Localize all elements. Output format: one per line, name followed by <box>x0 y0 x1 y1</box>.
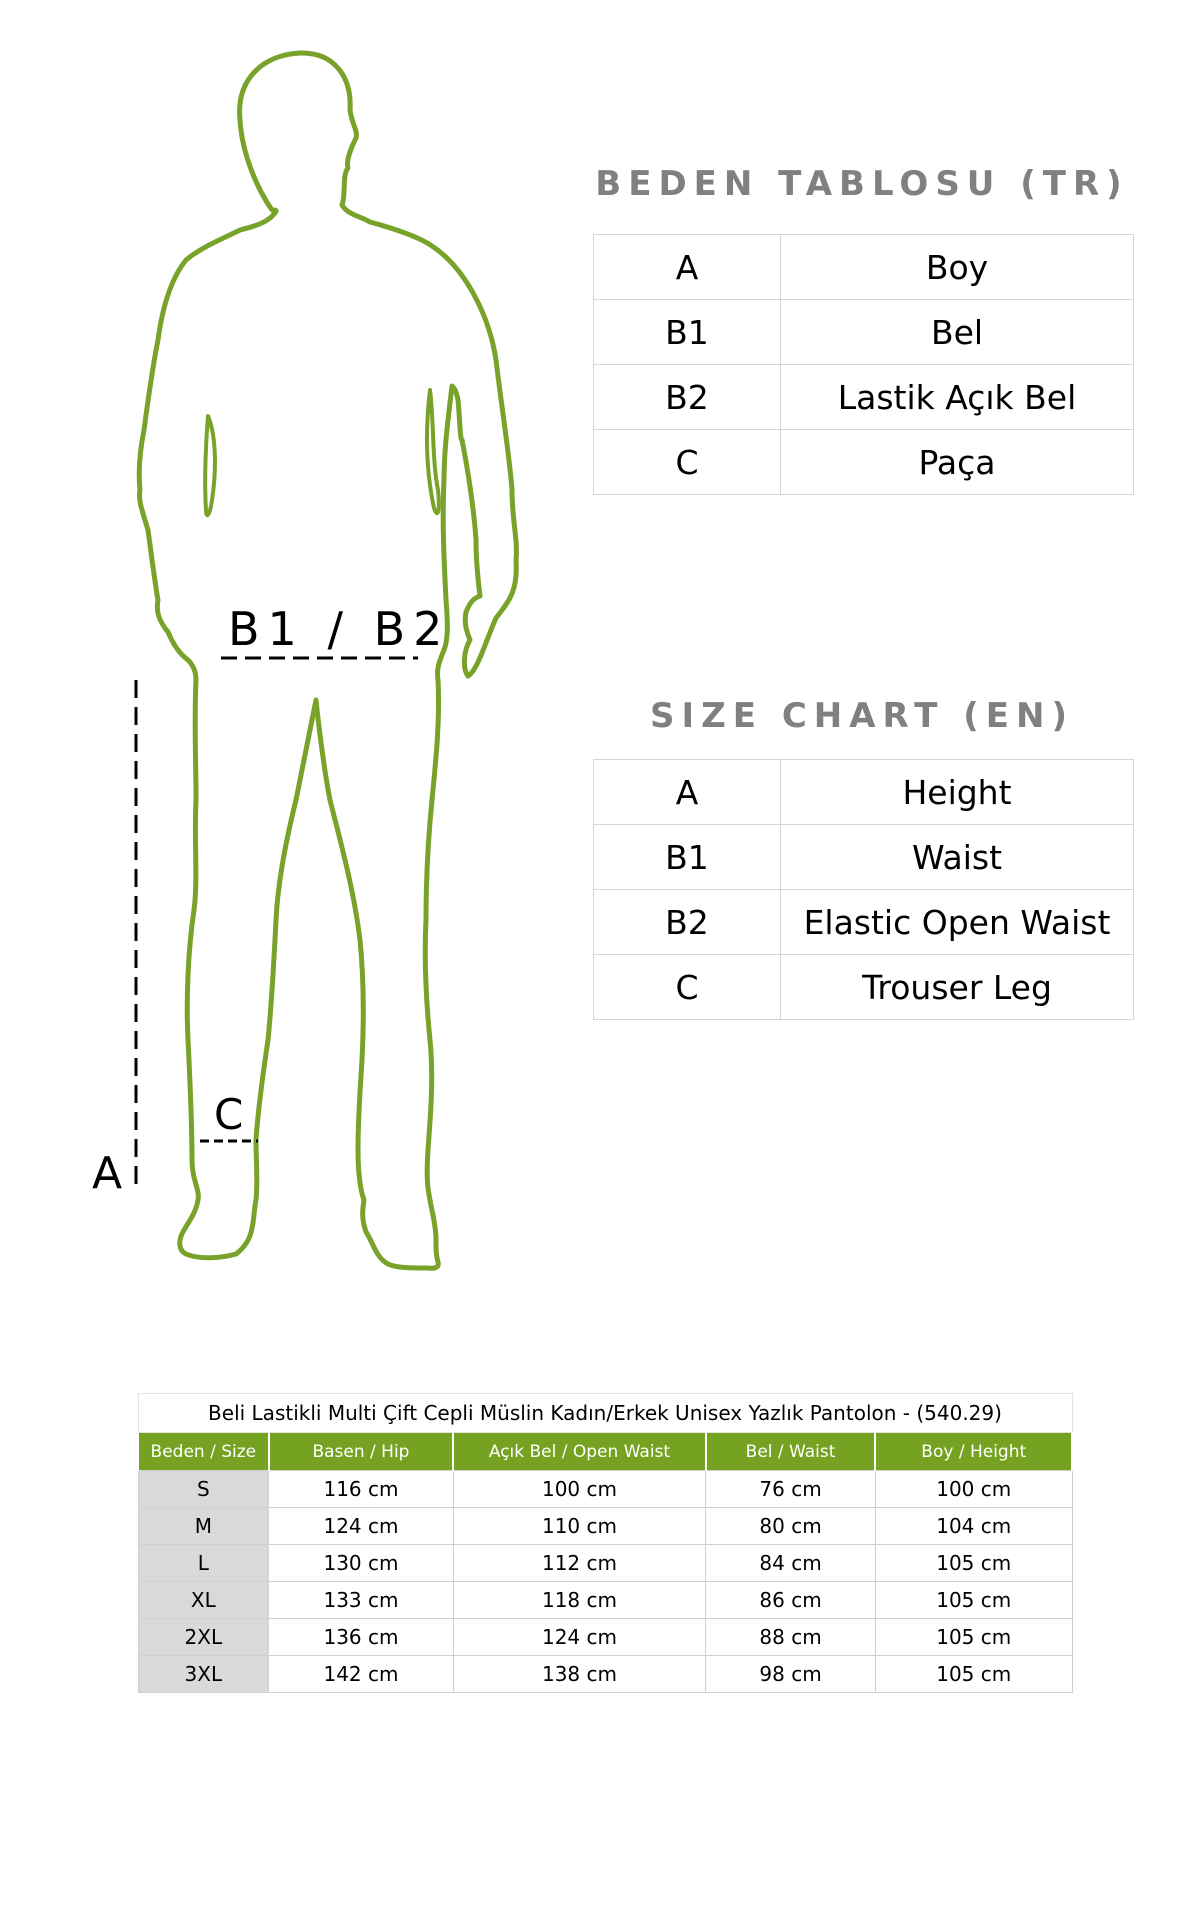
height-cell: 105 cm <box>875 1619 1072 1656</box>
size-table-container <box>137 1393 1073 1693</box>
open-waist-cell: 118 cm <box>453 1582 705 1619</box>
height-cell: 105 cm <box>875 1656 1072 1693</box>
table-row <box>138 1656 1072 1693</box>
legend-row <box>594 890 1134 955</box>
silhouette-outline <box>139 53 516 1268</box>
table-row <box>138 1619 1072 1656</box>
waist-cell: 88 cm <box>706 1619 876 1656</box>
waist-cell: 80 cm <box>706 1508 876 1545</box>
legend-tr-table <box>593 234 1134 495</box>
size-cell: L <box>138 1545 269 1582</box>
cuff-label: C <box>214 1090 244 1139</box>
legend-row <box>594 430 1134 495</box>
legend-code: A <box>594 235 781 300</box>
open-waist-cell: 112 cm <box>453 1545 705 1582</box>
left-inner-arm-line <box>205 416 215 515</box>
waist-cell: 86 cm <box>706 1582 876 1619</box>
legend-code: C <box>594 430 781 495</box>
legend-meaning: Trouser Leg <box>781 955 1134 1020</box>
legend-row <box>594 825 1134 890</box>
table-row <box>138 1545 1072 1582</box>
height-cell: 100 cm <box>875 1471 1072 1508</box>
right-inner-arm-line <box>427 390 439 513</box>
column-header-waist: Bel / Waist <box>706 1433 876 1471</box>
open-waist-cell: 124 cm <box>453 1619 705 1656</box>
hip-cell: 133 cm <box>269 1582 454 1619</box>
hip-cell: 136 cm <box>269 1619 454 1656</box>
legend-row <box>594 235 1134 300</box>
legend-code: B2 <box>594 365 781 430</box>
size-table-caption: Beli Lastikli Multi Çift Cepli Müslin Kadın/Erkek Unisex Yazlık Pantolon - (540.29) <box>138 1394 1072 1433</box>
legend-code: B1 <box>594 300 781 365</box>
legend-tr-title: BEDEN TABLOSU (TR) <box>595 164 1129 204</box>
size-cell: 2XL <box>138 1619 269 1656</box>
legend-row <box>594 365 1134 430</box>
legend-meaning: Bel <box>781 300 1134 365</box>
column-header-height: Boy / Height <box>875 1433 1072 1471</box>
waist-cell: 84 cm <box>706 1545 876 1582</box>
legend-en-title: SIZE CHART (EN) <box>649 696 1074 736</box>
column-header-hip: Basen / Hip <box>269 1433 454 1471</box>
size-table <box>137 1393 1073 1693</box>
size-cell: XL <box>138 1582 269 1619</box>
legend-code: B2 <box>594 890 781 955</box>
height-label: A <box>92 1148 123 1199</box>
table-row <box>138 1471 1072 1508</box>
legend-code: B1 <box>594 825 781 890</box>
column-header-open-waist: Açık Bel / Open Waist <box>453 1433 705 1471</box>
height-cell: 105 cm <box>875 1545 1072 1582</box>
height-cell: 104 cm <box>875 1508 1072 1545</box>
open-waist-cell: 138 cm <box>453 1656 705 1693</box>
waist-label: B1 / B2 <box>228 602 451 656</box>
size-cell: S <box>138 1471 269 1508</box>
hip-cell: 130 cm <box>269 1545 454 1582</box>
legend-meaning: Height <box>781 760 1134 825</box>
legend-meaning: Elastic Open Waist <box>781 890 1134 955</box>
legend-code: A <box>594 760 781 825</box>
height-cell: 105 cm <box>875 1582 1072 1619</box>
open-waist-cell: 110 cm <box>453 1508 705 1545</box>
legend-row <box>594 955 1134 1020</box>
waist-cell: 98 cm <box>706 1656 876 1693</box>
table-row <box>138 1508 1072 1545</box>
legend-row <box>594 760 1134 825</box>
open-waist-cell: 100 cm <box>453 1471 705 1508</box>
legend-meaning: Boy <box>781 235 1134 300</box>
legend-meaning: Waist <box>781 825 1134 890</box>
hip-cell: 124 cm <box>269 1508 454 1545</box>
legend-en-table <box>593 759 1134 1020</box>
size-cell: 3XL <box>138 1656 269 1693</box>
legend-code: C <box>594 955 781 1020</box>
column-header-size: Beden / Size <box>138 1433 269 1471</box>
size-cell: M <box>138 1508 269 1545</box>
legend-meaning: Lastik Açık Bel <box>781 365 1134 430</box>
hip-cell: 116 cm <box>269 1471 454 1508</box>
table-row <box>138 1582 1072 1619</box>
legend-row <box>594 300 1134 365</box>
legend-meaning: Paça <box>781 430 1134 495</box>
waist-cell: 76 cm <box>706 1471 876 1508</box>
hip-cell: 142 cm <box>269 1656 454 1693</box>
